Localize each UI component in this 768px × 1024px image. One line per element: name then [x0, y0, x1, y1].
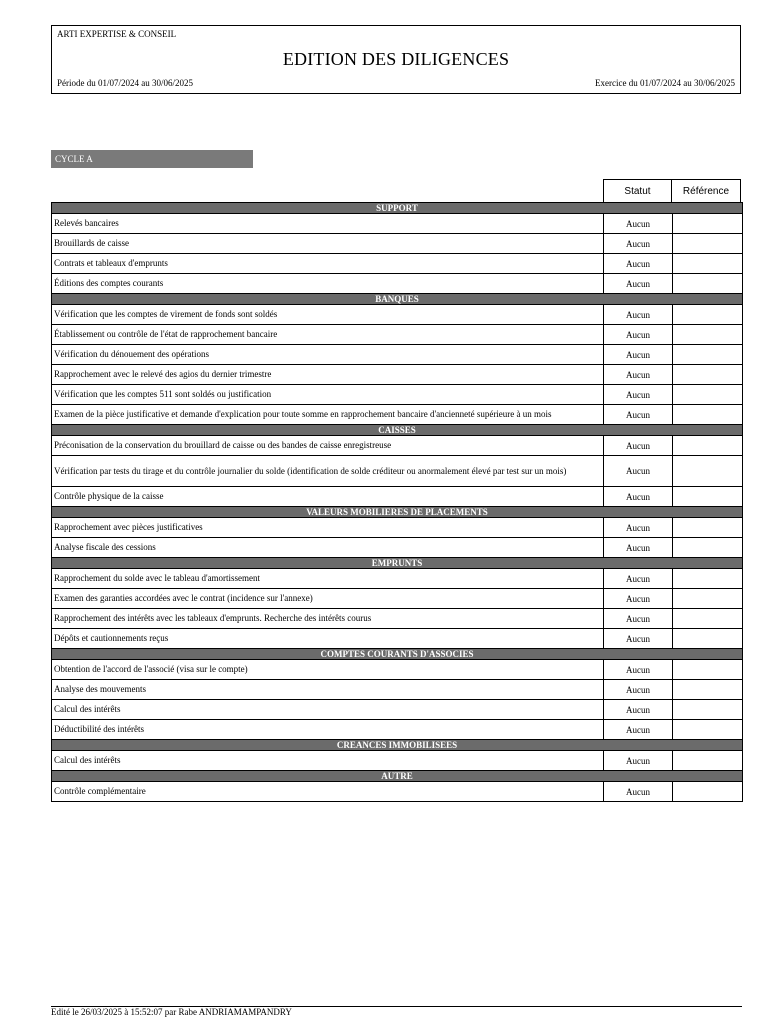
reference-cell: [673, 680, 743, 700]
status-cell: Aucun: [604, 700, 673, 720]
diligence-label: Examen des garanties accordées avec le contrat (incidence sur l'annexe): [52, 589, 604, 609]
diligence-label: Contrats et tableaux d'emprunts: [52, 254, 604, 274]
table-row: [52, 436, 743, 456]
status-cell: Aucun: [604, 589, 673, 609]
status-cell: Aucun: [604, 405, 673, 425]
diligence-label: Calcul des intérêts: [52, 751, 604, 771]
table-row: [52, 609, 743, 629]
period-text: Période du 01/07/2024 au 30/06/2025: [57, 78, 193, 88]
reference-cell: [673, 751, 743, 771]
diligence-label: Dépôts et cautionnements reçus: [52, 629, 604, 649]
diligence-label: Préconisation de la conservation du brouillard de caisse ou des bandes de caisse enregistreuse: [52, 436, 604, 456]
footer-text: Edité le 26/03/2025 à 15:52:07 par Rabe ANDRIAMAMPANDRY: [51, 1007, 292, 1017]
status-cell: Aucun: [604, 782, 673, 802]
section-title: EMPRUNTS: [52, 558, 743, 569]
diligence-label: Rapprochement avec le relevé des agios du dernier trimestre: [52, 365, 604, 385]
status-cell: Aucun: [604, 518, 673, 538]
section-title: AUTRE: [52, 771, 743, 782]
diligences-table: [51, 202, 743, 802]
reference-cell: [673, 385, 743, 405]
section-header-row: [52, 294, 743, 305]
status-cell: Aucun: [604, 487, 673, 507]
table-row: [52, 365, 743, 385]
table-row: [52, 385, 743, 405]
table-row: [52, 345, 743, 365]
status-cell: Aucun: [604, 436, 673, 456]
section-header-row: [52, 771, 743, 782]
table-row: [52, 751, 743, 771]
diligence-label: Calcul des intérêts: [52, 700, 604, 720]
diligence-label: Relevés bancaires: [52, 214, 604, 234]
reference-cell: [673, 305, 743, 325]
section-title: SUPPORT: [52, 203, 743, 214]
diligence-label: Établissement ou contrôle de l'état de rapprochement bancaire: [52, 325, 604, 345]
status-cell: Aucun: [604, 660, 673, 680]
table-row: [52, 700, 743, 720]
section-header-row: [52, 649, 743, 660]
status-cell: Aucun: [604, 325, 673, 345]
status-cell: Aucun: [604, 214, 673, 234]
exercise-text: Exercice du 01/07/2024 au 30/06/2025: [595, 78, 735, 88]
column-header: [603, 179, 741, 203]
reference-cell: [673, 345, 743, 365]
table-row: [52, 569, 743, 589]
diligence-label: Vérification par tests du tirage et du contrôle journalier du solde (identification de solde créditeur ou anormalement élevé par test sur un mois): [52, 456, 604, 487]
reference-cell: [673, 589, 743, 609]
table-row: [52, 214, 743, 234]
diligence-label: Obtention de l'accord de l'associé (visa sur le compte): [52, 660, 604, 680]
reference-cell: [673, 538, 743, 558]
table-row: [52, 518, 743, 538]
section-header-row: [52, 740, 743, 751]
reference-cell: [673, 325, 743, 345]
section-title: CREANCES IMMOBILISEES: [52, 740, 743, 751]
diligence-label: Contrôle physique de la caisse: [52, 487, 604, 507]
reference-cell: [673, 629, 743, 649]
diligence-label: Contrôle complémentaire: [52, 782, 604, 802]
diligence-label: Vérification du dénouement des opérations: [52, 345, 604, 365]
reference-cell: [673, 518, 743, 538]
status-cell: Aucun: [604, 345, 673, 365]
status-cell: Aucun: [604, 305, 673, 325]
status-cell: Aucun: [604, 751, 673, 771]
diligence-label: Rapprochement du solde avec le tableau d'amortissement: [52, 569, 604, 589]
diligence-label: Vérification que les comptes 511 sont soldés ou justification: [52, 385, 604, 405]
diligence-label: Analyse fiscale des cessions: [52, 538, 604, 558]
table-row: [52, 589, 743, 609]
company-name: ARTI EXPERTISE & CONSEIL: [57, 29, 177, 39]
diligence-label: Examen de la pièce justificative et demande d'explication pour toute somme en rapprochement bancaire d'ancienneté supérieure à un mois: [52, 405, 604, 425]
section-header-row: [52, 425, 743, 436]
diligence-label: Brouillards de caisse: [52, 234, 604, 254]
reference-cell: [673, 720, 743, 740]
reference-cell: [673, 254, 743, 274]
reference-cell: [673, 609, 743, 629]
reference-cell: [673, 436, 743, 456]
section-title: COMPTES COURANTS D'ASSOCIES: [52, 649, 743, 660]
table-row: [52, 538, 743, 558]
status-cell: Aucun: [604, 629, 673, 649]
status-cell: Aucun: [604, 274, 673, 294]
status-cell: Aucun: [604, 385, 673, 405]
column-header-reference: Référence: [672, 180, 741, 203]
reference-cell: [673, 214, 743, 234]
diligence-label: Rapprochement des intérêts avec les tableaux d'emprunts. Recherche des intérêts courus: [52, 609, 604, 629]
cycle-label: CYCLE A: [51, 150, 253, 168]
diligence-label: Déductibilité des intérêts: [52, 720, 604, 740]
diligence-label: Analyse des mouvements: [52, 680, 604, 700]
column-header-statut: Statut: [604, 180, 672, 203]
status-cell: Aucun: [604, 456, 673, 487]
table-row: [52, 456, 743, 487]
table-row: [52, 254, 743, 274]
table-row: [52, 629, 743, 649]
reference-cell: [673, 487, 743, 507]
status-cell: Aucun: [604, 254, 673, 274]
table-row: [52, 680, 743, 700]
status-cell: Aucun: [604, 538, 673, 558]
table-row: [52, 234, 743, 254]
page-title: EDITION DES DILIGENCES: [282, 49, 510, 69]
section-title: VALEURS MOBILIERES DE PLACEMENTS: [52, 507, 743, 518]
reference-cell: [673, 569, 743, 589]
reference-cell: [673, 365, 743, 385]
table-row: [52, 660, 743, 680]
table-row: [52, 720, 743, 740]
reference-cell: [673, 456, 743, 487]
reference-cell: [673, 405, 743, 425]
table-row: [52, 782, 743, 802]
diligence-label: Vérification que les comptes de virement de fonds sont soldés: [52, 305, 604, 325]
reference-cell: [673, 660, 743, 680]
report-header: [51, 25, 741, 94]
status-cell: Aucun: [604, 680, 673, 700]
table-row: [52, 405, 743, 425]
section-header-row: [52, 203, 743, 214]
table-row: [52, 305, 743, 325]
status-cell: Aucun: [604, 569, 673, 589]
reference-cell: [673, 700, 743, 720]
table-row: [52, 274, 743, 294]
reference-cell: [673, 274, 743, 294]
section-title: CAISSES: [52, 425, 743, 436]
diligence-label: Rapprochement avec pièces justificatives: [52, 518, 604, 538]
reference-cell: [673, 782, 743, 802]
table-row: [52, 487, 743, 507]
table-row: [52, 325, 743, 345]
reference-cell: [673, 234, 743, 254]
status-cell: Aucun: [604, 234, 673, 254]
status-cell: Aucun: [604, 365, 673, 385]
status-cell: Aucun: [604, 609, 673, 629]
status-cell: Aucun: [604, 720, 673, 740]
section-header-row: [52, 507, 743, 518]
section-title: BANQUES: [52, 294, 743, 305]
diligence-label: Éditions des comptes courants: [52, 274, 604, 294]
section-header-row: [52, 558, 743, 569]
